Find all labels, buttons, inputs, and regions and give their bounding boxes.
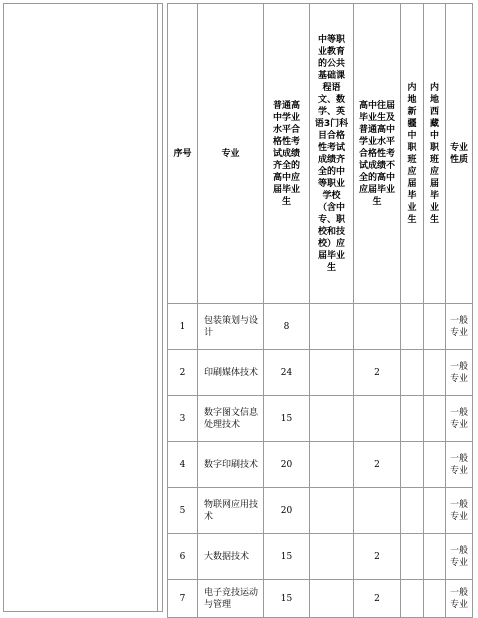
row-col3: 2 xyxy=(354,442,401,488)
row-col2 xyxy=(310,442,354,488)
row-col4 xyxy=(401,350,424,396)
row-major: 物联网应用技术 xyxy=(198,488,264,534)
row-col3: 2 xyxy=(354,350,401,396)
row-col1: 24 xyxy=(264,350,310,396)
row-col1: 15 xyxy=(264,396,310,442)
row-col2 xyxy=(310,396,354,442)
row-seq: 7 xyxy=(168,580,198,618)
row-nature: 一般专业 xyxy=(446,534,473,580)
row-col2 xyxy=(310,488,354,534)
row-col4 xyxy=(401,580,424,618)
row-major: 大数据技术 xyxy=(198,534,264,580)
header-col2: 中等职业教育的公共基础课程语文、数学、英语3门科目合格性考试成绩齐全的中等职业学校（含中专、职校和技校）应届毕业生 xyxy=(310,4,354,304)
table-row xyxy=(168,396,473,442)
row-seq: 4 xyxy=(168,442,198,488)
row-major: 包装策划与设计 xyxy=(198,304,264,350)
row-seq: 2 xyxy=(168,350,198,396)
row-col4 xyxy=(401,534,424,580)
header-row xyxy=(168,4,473,304)
row-major: 数字印刷技术 xyxy=(198,442,264,488)
row-seq: 1 xyxy=(168,304,198,350)
table-row xyxy=(168,442,473,488)
row-col5 xyxy=(424,534,446,580)
row-col4 xyxy=(401,396,424,442)
row-col3 xyxy=(354,304,401,350)
row-col5 xyxy=(424,580,446,618)
row-col2 xyxy=(310,534,354,580)
merged-left-cell xyxy=(3,3,163,612)
header-col3: 高中往届毕业生及普通高中学业水平合格性考试成绩不全的高中应届毕业生 xyxy=(354,4,401,304)
row-col2 xyxy=(310,580,354,618)
row-col5 xyxy=(424,350,446,396)
row-col5 xyxy=(424,396,446,442)
header-col5: 内地西藏中职班应届毕业生 xyxy=(424,4,446,304)
row-major: 数字图文信息处理技术 xyxy=(198,396,264,442)
table-row xyxy=(168,350,473,396)
table-row xyxy=(168,580,473,618)
divider xyxy=(157,4,158,611)
row-col5 xyxy=(424,488,446,534)
row-col2 xyxy=(310,350,354,396)
row-col1: 20 xyxy=(264,442,310,488)
row-col3: 2 xyxy=(354,534,401,580)
row-col1: 20 xyxy=(264,488,310,534)
row-nature: 一般专业 xyxy=(446,304,473,350)
table-row xyxy=(168,304,473,350)
row-col3 xyxy=(354,396,401,442)
row-col4 xyxy=(401,488,424,534)
row-seq: 5 xyxy=(168,488,198,534)
header-major: 专业 xyxy=(198,4,264,304)
enrollment-table xyxy=(167,3,473,618)
row-col5 xyxy=(424,442,446,488)
table-row xyxy=(168,534,473,580)
row-col1: 15 xyxy=(264,534,310,580)
row-col5 xyxy=(424,304,446,350)
header-seq: 序号 xyxy=(168,4,198,304)
row-seq: 6 xyxy=(168,534,198,580)
row-col2 xyxy=(310,304,354,350)
header-nature: 专业性质 xyxy=(446,4,473,304)
row-nature: 一般专业 xyxy=(446,442,473,488)
row-nature: 一般专业 xyxy=(446,580,473,618)
row-col4 xyxy=(401,442,424,488)
row-major: 印刷媒体技术 xyxy=(198,350,264,396)
header-col4: 内地新疆中职班应届毕业生 xyxy=(401,4,424,304)
row-col1: 15 xyxy=(264,580,310,618)
header-col1: 普通高中学业水平合格性考试成绩齐全的高中应届毕业生 xyxy=(264,4,310,304)
row-nature: 一般专业 xyxy=(446,350,473,396)
row-nature: 一般专业 xyxy=(446,396,473,442)
row-col1: 8 xyxy=(264,304,310,350)
row-major: 电子竞技运动与管理 xyxy=(198,580,264,618)
row-nature: 一般专业 xyxy=(446,488,473,534)
row-col4 xyxy=(401,304,424,350)
row-col3: 2 xyxy=(354,580,401,618)
table-row xyxy=(168,488,473,534)
row-col3 xyxy=(354,488,401,534)
row-seq: 3 xyxy=(168,396,198,442)
